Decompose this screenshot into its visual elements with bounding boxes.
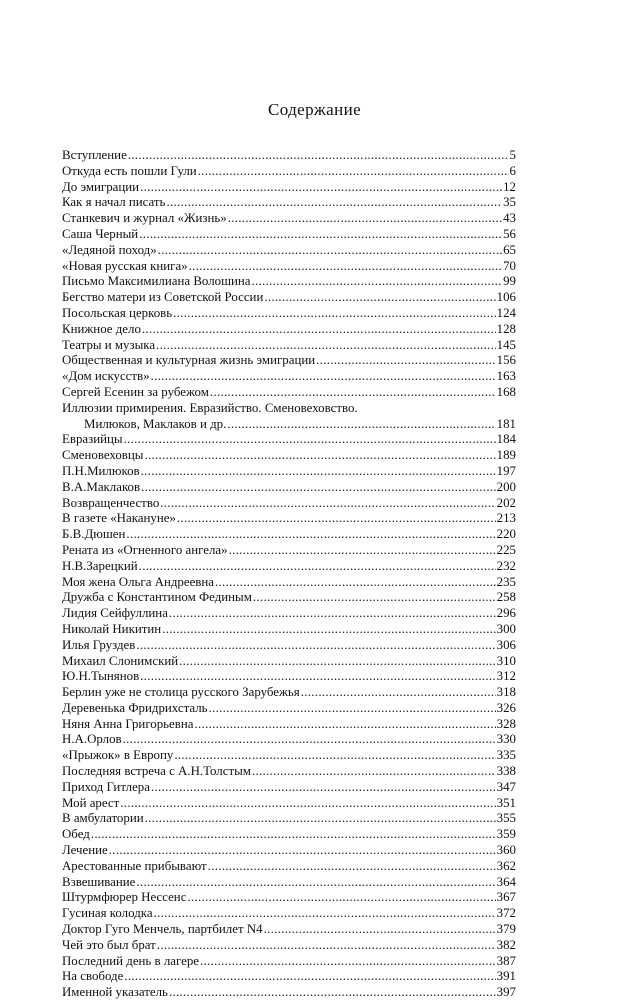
toc-entry-title: Именной указатель (62, 985, 168, 1000)
toc-leader-dots (139, 559, 496, 575)
toc-entry (62, 417, 516, 433)
toc-leader-dots (264, 922, 496, 938)
toc-entry (62, 922, 516, 938)
toc-entry (62, 480, 516, 496)
toc-entry-page: 296 (496, 606, 516, 621)
toc-leader-dots (124, 432, 496, 448)
toc-entry-title: Чей это был брат (62, 937, 156, 952)
toc-entry (62, 969, 516, 985)
toc-entry (62, 195, 516, 211)
toc-leader-dots (151, 780, 496, 796)
toc-entry-page: 347 (496, 779, 516, 794)
toc-entry-page: 145 (496, 337, 516, 352)
toc-entry-title: Сменовеховцы (62, 448, 144, 463)
toc-entry-title: Няня Анна Григорьевна (62, 716, 194, 731)
toc-entry (62, 669, 516, 685)
toc-entry (62, 638, 516, 654)
toc-leader-dots (109, 843, 496, 859)
toc-leader-dots (169, 606, 496, 622)
toc-entry-title: В газете «Накануне» (62, 511, 176, 526)
toc-entry-page: 391 (496, 969, 516, 984)
toc-entry-page: 318 (496, 685, 516, 700)
toc-leader-dots (174, 748, 495, 764)
toc-entry (62, 496, 516, 512)
toc-leader-dots (215, 575, 496, 591)
toc-entry-title: Моя жена Ольга Андреевна (62, 574, 215, 589)
toc-entry-title: Лидия Сейфуллина (62, 606, 168, 621)
toc-entry (62, 148, 516, 164)
toc-entry-title: Иллюзии примирения. Евразийство. Сменовеховство. (62, 400, 358, 415)
toc-entry (62, 622, 516, 638)
toc-entry (62, 843, 516, 859)
toc-entry-title: В.А.Маклаков (62, 479, 141, 494)
toc-entry-title: Лечение (62, 843, 108, 858)
toc-entry-title: Доктор Гуго Менчель, партбилет N4 (62, 922, 263, 937)
toc-entry-title: Саша Черный (62, 226, 139, 241)
toc-entry (62, 369, 516, 385)
toc-entry-page: 335 (496, 748, 516, 763)
toc-entry-page: 197 (496, 463, 516, 478)
toc-leader-dots (142, 322, 496, 338)
toc-entry-title: Гусиная колодка (62, 906, 153, 921)
toc-entry-title: На свободе (62, 969, 124, 984)
toc-entry-title: Бегство матери из Советской России (62, 290, 264, 305)
toc-entry-title: Письмо Максимилиана Волошина (62, 274, 251, 289)
toc-entry (62, 511, 516, 527)
toc-entry-title: В амбулатории (62, 811, 144, 826)
toc-entry-page: 328 (496, 716, 516, 731)
toc-entry (62, 401, 516, 417)
toc-entry-title: Общественная и культурная жизнь эмиграции (62, 353, 316, 368)
toc-entry-page: 359 (496, 827, 516, 842)
toc-leader-dots (316, 353, 496, 369)
toc-entry-title: Николай Никитин (62, 621, 162, 636)
toc-entry-page: 382 (496, 937, 516, 952)
toc-entry-title: «Прыжок» в Европу (62, 748, 174, 763)
toc-leader-dots (123, 732, 496, 748)
toc-entry (62, 559, 516, 575)
toc-entry (62, 164, 516, 180)
toc-leader-dots (179, 654, 496, 670)
toc-entry-page: 5 (509, 148, 516, 162)
toc-leader-dots (120, 796, 495, 812)
toc-leader-dots (301, 685, 496, 701)
toc-leader-dots (158, 243, 502, 259)
toc-entry-page: 106 (496, 290, 516, 305)
toc-entry-page: 258 (496, 590, 516, 605)
toc-entry-page: 56 (503, 226, 516, 241)
toc-entry (62, 211, 516, 227)
toc-entry (62, 985, 516, 1001)
toc-leader-dots (209, 701, 496, 717)
toc-entry (62, 243, 516, 259)
toc-entry (62, 796, 516, 812)
toc-entry-page: 35 (503, 195, 516, 210)
toc-entry-page: 12 (503, 179, 516, 194)
toc-entry-title: Илья Груздев (62, 637, 136, 652)
toc-leader-dots (166, 195, 502, 211)
toc-entry-title: «Ледяной поход» (62, 242, 157, 257)
table-of-contents (62, 148, 516, 1001)
toc-entry (62, 259, 516, 275)
toc-entry-page: 128 (496, 321, 516, 336)
toc-entry-page: 364 (496, 874, 516, 889)
toc-entry (62, 590, 516, 606)
toc-entry-page: 163 (496, 369, 516, 384)
toc-entry-page: 351 (496, 795, 516, 810)
toc-entry (62, 180, 516, 196)
toc-entry-page: 362 (496, 858, 516, 873)
toc-leader-dots (200, 954, 496, 970)
toc-entry-page: 168 (496, 384, 516, 399)
toc-leader-dots (208, 859, 496, 875)
toc-entry-title: Н.А.Орлов (62, 732, 122, 747)
toc-entry-title: Н.В.Зарецкий (62, 558, 138, 573)
toc-entry-page: 184 (496, 432, 516, 447)
toc-leader-dots (141, 480, 496, 496)
toc-entry-page: 124 (496, 305, 516, 320)
toc-leader-dots (154, 906, 496, 922)
toc-entry-page: 65 (503, 242, 516, 257)
toc-entry (62, 654, 516, 670)
toc-entry (62, 353, 516, 369)
toc-entry-page: 232 (496, 558, 516, 573)
toc-leader-dots (157, 938, 496, 954)
toc-entry-title: «Новая русская книга» (62, 258, 188, 273)
toc-entry (62, 780, 516, 796)
toc-entry-title: Вступление (62, 148, 127, 162)
toc-entry-title: Рената из «Огненного ангела» (62, 542, 228, 557)
toc-entry-title: Евразийцы (62, 432, 123, 447)
toc-entry-page: 99 (503, 274, 516, 289)
toc-entry (62, 290, 516, 306)
toc-leader-dots (124, 969, 495, 985)
toc-leader-dots (195, 717, 496, 733)
toc-entry (62, 575, 516, 591)
toc-entry (62, 875, 516, 891)
toc-leader-dots (160, 496, 495, 512)
toc-entry-title: Последняя встреча с А.Н.Толстым (62, 764, 251, 779)
toc-entry (62, 732, 516, 748)
toc-leader-dots (227, 417, 495, 433)
toc-entry (62, 954, 516, 970)
toc-entry-page: 330 (496, 732, 516, 747)
toc-entry-page: 338 (496, 764, 516, 779)
toc-entry (62, 448, 516, 464)
toc-leader-dots (189, 259, 503, 275)
toc-entry-page: 70 (503, 258, 516, 273)
toc-leader-dots (162, 622, 495, 638)
toc-leader-dots (229, 543, 496, 559)
toc-leader-dots (91, 827, 496, 843)
toc-leader-dots (198, 164, 509, 180)
toc-entry-title: П.Н.Милюков (62, 463, 140, 478)
toc-leader-dots (177, 511, 496, 527)
toc-entry-page: 156 (496, 353, 516, 368)
toc-entry-page: 43 (503, 211, 516, 226)
toc-leader-dots (140, 180, 502, 196)
toc-entry (62, 701, 516, 717)
toc-entry-title: Арестованные прибывают (62, 858, 207, 873)
toc-entry-title: Последний день в лагере (62, 953, 200, 968)
toc-entry (62, 385, 516, 401)
toc-entry-title: Станкевич и журнал «Жизнь» (62, 211, 227, 226)
toc-entry-page: 300 (496, 621, 516, 636)
toc-entry (62, 717, 516, 733)
toc-entry-title: «Дом искусств» (62, 369, 150, 384)
toc-entry (62, 764, 516, 780)
toc-leader-dots (252, 274, 503, 290)
toc-entry-title: Возвращенчество (62, 495, 160, 510)
toc-entry-title: Откуда есть пошли Гули (62, 163, 197, 178)
toc-leader-dots (253, 590, 496, 606)
toc-leader-dots (156, 338, 496, 354)
toc-entry (62, 338, 516, 354)
toc-leader-dots (140, 669, 496, 685)
toc-leader-dots (173, 306, 496, 322)
toc-entry-page: 202 (496, 495, 516, 510)
toc-entry-page: 310 (496, 653, 516, 668)
toc-entry-title: Взвешивание (62, 874, 136, 889)
toc-entry-page: 189 (496, 448, 516, 463)
toc-entry (62, 464, 516, 480)
toc-leader-dots (139, 227, 502, 243)
toc-leader-dots (169, 985, 496, 1001)
toc-entry (62, 859, 516, 875)
toc-entry-title: Ю.Н.Тынянов (62, 669, 140, 684)
toc-entry-page: 225 (496, 542, 516, 557)
toc-entry (62, 827, 516, 843)
toc-entry (62, 274, 516, 290)
toc-entry-page: 213 (496, 511, 516, 526)
toc-entry-title: Б.В.Дюшен (62, 527, 126, 542)
toc-entry-page: 397 (496, 985, 516, 1000)
toc-entry-title: Мой арест (62, 795, 120, 810)
toc-entry (62, 890, 516, 906)
toc-entry (62, 938, 516, 954)
toc-entry-page: 326 (496, 700, 516, 715)
toc-entry (62, 527, 516, 543)
toc-leader-dots (252, 764, 496, 780)
toc-entry-title: Штурмфюрер Нессенс (62, 890, 187, 905)
toc-entry-page: 181 (496, 416, 516, 431)
page-title: Содержание (267, 100, 362, 119)
toc-entry-page: 360 (496, 843, 516, 858)
toc-entry (62, 227, 516, 243)
toc-entry-title: Посольская церковь (62, 305, 173, 320)
toc-leader-dots (136, 638, 495, 654)
toc-entry-page: 6 (509, 163, 516, 178)
toc-entry-page: 235 (496, 574, 516, 589)
toc-entry (62, 811, 516, 827)
toc-leader-dots (144, 448, 495, 464)
toc-entry-title: Книжное дело (62, 321, 141, 336)
toc-leader-dots (228, 211, 502, 227)
toc-entry-title: Приход Гитлера (62, 779, 150, 794)
toc-entry (62, 685, 516, 701)
toc-entry-title: Обед (62, 827, 90, 842)
toc-entry (62, 432, 516, 448)
toc-leader-dots (136, 875, 495, 891)
toc-leader-dots (141, 464, 496, 480)
toc-leader-dots (151, 369, 496, 385)
toc-entry-page: 355 (496, 811, 516, 826)
toc-entry-page: 220 (496, 527, 516, 542)
toc-entry (62, 606, 516, 622)
toc-entry-title: Деревенька Фридрихсталь (62, 700, 208, 715)
toc-leader-dots (187, 890, 495, 906)
toc-entry-page: 306 (496, 637, 516, 652)
toc-leader-dots (126, 527, 495, 543)
toc-entry (62, 306, 516, 322)
toc-entry-title: Милюков, Маклаков и др. (84, 416, 227, 431)
toc-leader-dots (128, 148, 509, 164)
toc-leader-dots (145, 811, 496, 827)
toc-leader-dots (210, 385, 496, 401)
toc-entry-title: Берлин уже не столица русского Зарубежья (62, 685, 300, 700)
toc-entry-page: 372 (496, 906, 516, 921)
toc-entry-title: Михаил Слонимский (62, 653, 179, 668)
toc-entry-title: Как я начал писать (62, 195, 166, 210)
toc-entry-page: 387 (496, 953, 516, 968)
toc-entry-page: 312 (496, 669, 516, 684)
toc-leader-dots (264, 290, 495, 306)
toc-entry-page: 200 (496, 479, 516, 494)
toc-entry (62, 748, 516, 764)
toc-entry (62, 906, 516, 922)
toc-entry (62, 543, 516, 559)
toc-entry (62, 322, 516, 338)
toc-entry-title: Театры и музыка (62, 337, 156, 352)
toc-entry-title: Дружба с Константином Фединым (62, 590, 252, 605)
toc-entry-title: До эмиграции (62, 179, 140, 194)
toc-entry-page: 367 (496, 890, 516, 905)
toc-entry-page: 379 (496, 922, 516, 937)
toc-entry-title: Сергей Есенин за рубежом (62, 384, 209, 399)
